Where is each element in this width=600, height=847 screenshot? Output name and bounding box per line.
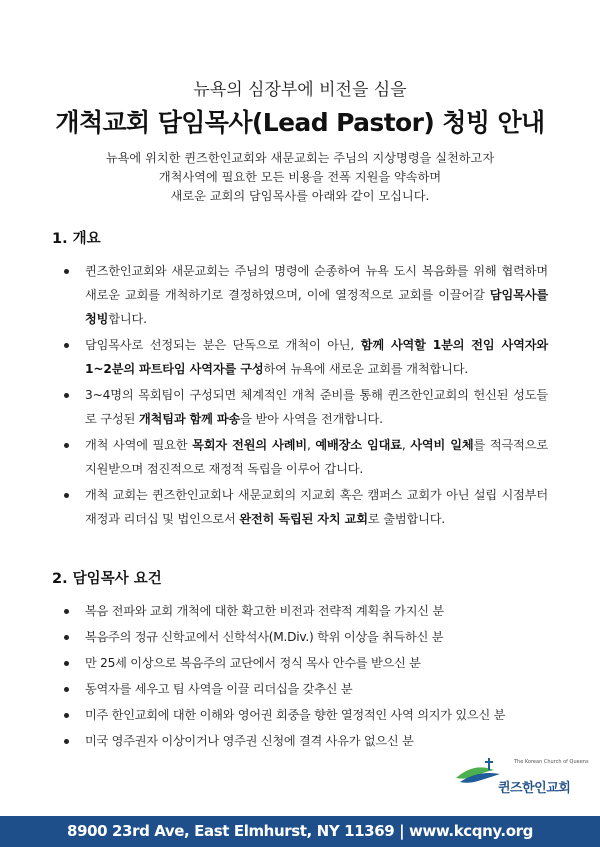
- bullet-icon: [64, 713, 69, 718]
- emphasis-text: 완전히 독립된 자치 교회: [239, 512, 368, 526]
- bullet-icon: [64, 739, 69, 744]
- church-logo: [454, 752, 589, 802]
- emphasis-text: 목회자 전원의 사례비: [192, 438, 307, 452]
- emphasis-text: 사역비 일체: [410, 438, 474, 452]
- item-text: 을 받아 사역을 전개합니다.: [240, 412, 383, 426]
- requirement-text: 복음 전파와 교회 개척에 대한 확고한 비전과 전략적 계획을 가지신 분: [85, 604, 444, 618]
- requirement-list-item: [64, 728, 548, 754]
- overview-list-item: [64, 483, 548, 531]
- bullet-icon: [64, 635, 69, 640]
- bullet-icon: [64, 609, 69, 614]
- requirements-list: [64, 598, 548, 754]
- item-text: 개척 교회는 퀸즈한인교회나 새문교회의 지교회 혹은 캠퍼스 교회가 아닌 설립 시점부터 재정과 리더십 및 법인으로서: [85, 488, 548, 526]
- item-text: 개척 사역에 필요한: [85, 438, 193, 452]
- bullet-icon: [64, 687, 69, 692]
- item-text: ,: [401, 438, 411, 452]
- emphasis-text: 함께 사역할 1분의 전임 사역자와 1~2분의 파트타임 사역자를 구성: [85, 338, 548, 376]
- bullet-icon: [64, 343, 69, 348]
- requirement-text: 미국 영주권자 이상이거나 영주권 신청에 결격 사유가 없으신 분: [85, 734, 414, 748]
- emphasis-text: 담임목사를 청빙: [85, 288, 548, 326]
- section-heading-requirements: 2. 담임목사 요건: [52, 571, 162, 587]
- section-heading-overview: 1. 개요: [52, 231, 101, 247]
- logo-english-name: The Korean Church of Queens: [514, 759, 589, 765]
- emphasis-text: 예배장소 임대료: [315, 438, 402, 452]
- item-text: 하여 뉴욕에 새로운 교회를 개척합니다.: [263, 362, 469, 376]
- overview-list-item: [64, 383, 548, 431]
- requirement-list-item: [64, 598, 548, 624]
- overview-list-item: [64, 333, 548, 381]
- bullet-icon: [64, 443, 69, 448]
- emphasis-text: 개척팀과 함께 파송: [138, 412, 241, 426]
- overview-list-item: [64, 433, 548, 481]
- intro-line: 개척사역에 필요한 모든 비용을 전폭 지원을 약속하며: [158, 170, 442, 184]
- bullet-icon: [64, 493, 69, 498]
- item-text: 퀸즈한인교회와 새문교회는 주님의 명령에 순종하여 뉴욕 도시 복음화를 위해 협력하며 새로운 교회를 개척하기로 결정하였으며, 이에 열정적으로 교회를 이끌어갈: [85, 264, 548, 302]
- footer-bar: [0, 816, 600, 847]
- item-text: 로 출범합니다.: [367, 512, 446, 526]
- logo-korean-name: 퀸즈한인교회: [498, 781, 571, 796]
- item-text: 3~4명의 목회팀이 구성되면 체계적인 개척 준비를 통해 퀸즈한인교회의 헌신된 성도들로 구성된: [85, 388, 548, 426]
- requirement-list-item: [64, 676, 548, 702]
- footer-address: 8900 23rd Ave, East Elmhurst, NY 11369 | www.kcqny.org: [67, 822, 533, 840]
- item-text: 합니다.: [108, 312, 147, 326]
- intro-line: 뉴욕에 위치한 퀸즈한인교회와 새문교회는 주님의 지상명령을 실천하고자: [105, 151, 495, 165]
- requirement-text: 복음주의 정규 신학교에서 신학석사(M.Div.) 학위 이상을 취득하신 분: [85, 630, 444, 644]
- bullet-icon: [64, 393, 69, 398]
- page-title: 개척교회 담임목사(Lead Pastor) 청빙 안내: [55, 108, 545, 137]
- overview-list: [64, 259, 548, 533]
- requirement-list-item: [64, 624, 548, 650]
- intro-line: 새로운 교회의 담임목사를 아래와 같이 모십니다.: [170, 189, 430, 203]
- item-text: 담임목사로 선정되는 분은 단독으로 개척이 아닌,: [85, 338, 361, 352]
- overview-list-item: [64, 259, 548, 331]
- requirement-text: 동역자를 세우고 팀 사역을 이끌 리더십을 갖추신 분: [85, 682, 353, 696]
- item-text: ,: [306, 438, 316, 452]
- requirement-text: 미주 한인교회에 대한 이해와 영어권 회중을 향한 열정적인 사역 의지가 있으신 분: [85, 708, 506, 722]
- item-text: 를 적극적으로 지원받으며 점진적으로 재정적 독립을 이루어 갑니다.: [85, 438, 548, 476]
- requirement-text: 만 25세 이상으로 복음주의 교단에서 정식 목사 안수를 받으신 분: [85, 656, 421, 670]
- intro-paragraph: [0, 149, 600, 206]
- bullet-icon: [64, 661, 69, 666]
- requirement-list-item: [64, 702, 548, 728]
- page-subtitle: 뉴욕의 심장부에 비전을 심을: [193, 80, 407, 100]
- requirement-list-item: [64, 650, 548, 676]
- bullet-icon: [64, 269, 69, 274]
